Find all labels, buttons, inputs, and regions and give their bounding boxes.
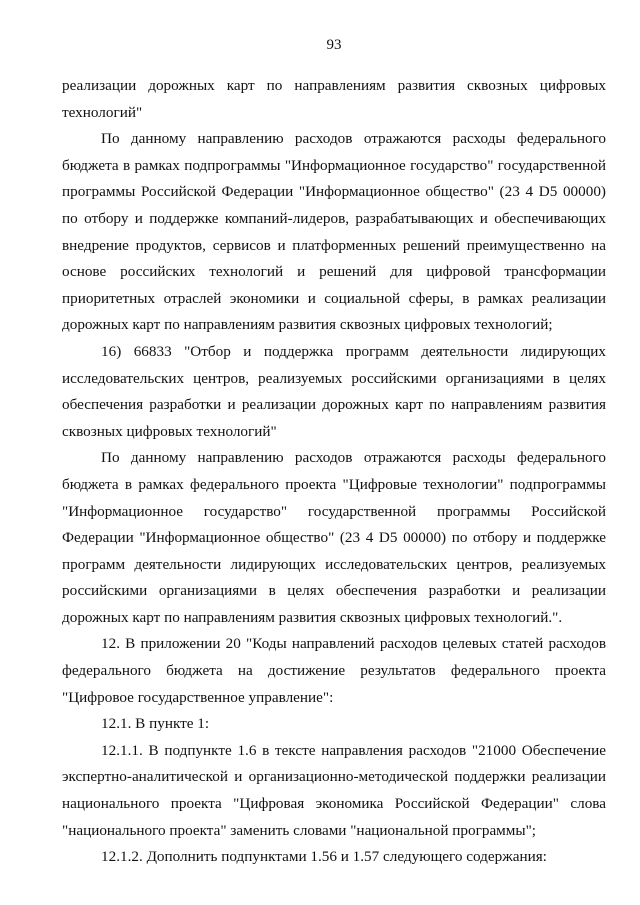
paragraph-item-16: 16) 66833 "Отбор и поддержка программ деятельности лидирующих исследовательских центров, реализуемых российскими организациями в целях обеспечения разработки и реализации дорожных карт по направлениям развития сквозных цифровых технологий" [62, 342, 606, 440]
paragraph-expense-description-1: По данному направлению расходов отражаются расходы федерального бюджета в рамках подпрограммы "Информационное государство" государственной программы Российской Федерации "Информационное общество" (23 4 D5 00000) по отбору и поддержке компаний-лидеров, разрабатывающих и обеспечивающих внедрение продуктов, сервисов и платформенных решений преимущественно на основе российских технологий и решений для цифровой трансформации приоритетных отраслей экономики и социальной сферы, в рамках реализации дорожных карт по направлениям развития сквозных цифровых технологий; [62, 130, 606, 334]
page-number: 93 [326, 37, 342, 53]
paragraph-section-12-1: 12.1. В пункте 1: [101, 715, 210, 733]
paragraph-section-12-1-1: 12.1.1. В подпункте 1.6 в тексте направления расходов "21000 Обеспечение экспертно-аналитической и организационно-методической поддержки реализации национального проекта "Цифровая экономика Российской Федерации" слова "национального проекта" заменить словами "национальной программы"; [62, 741, 606, 839]
paragraph-section-12: 12. В приложении 20 "Коды направлений расходов целевых статей расходов федерального бюджета на достижение результатов федерального проекта "Цифровое государственное управление": [62, 635, 606, 706]
paragraph-continuation: реализации дорожных карт по направлениям развития сквозных цифровых технологий" [62, 77, 606, 121]
paragraph-expense-description-2: По данному направлению расходов отражаются расходы федерального бюджета в рамках федерального проекта "Цифровые технологии" подпрограммы "Информационное государство" государственной программы Российской Федерации "Информационное общество" (23 4 D5 00000) по отбору и поддержке программ деятельности лидирующих исследовательских центров, реализуемых российскими организациями в целях обеспечения разработки и реализации дорожных карт по направлениям развития сквозных цифровых технологий.". [62, 449, 606, 626]
paragraph-section-12-1-2: 12.1.2. Дополнить подпунктами 1.56 и 1.57 следующего содержания: [101, 848, 547, 866]
